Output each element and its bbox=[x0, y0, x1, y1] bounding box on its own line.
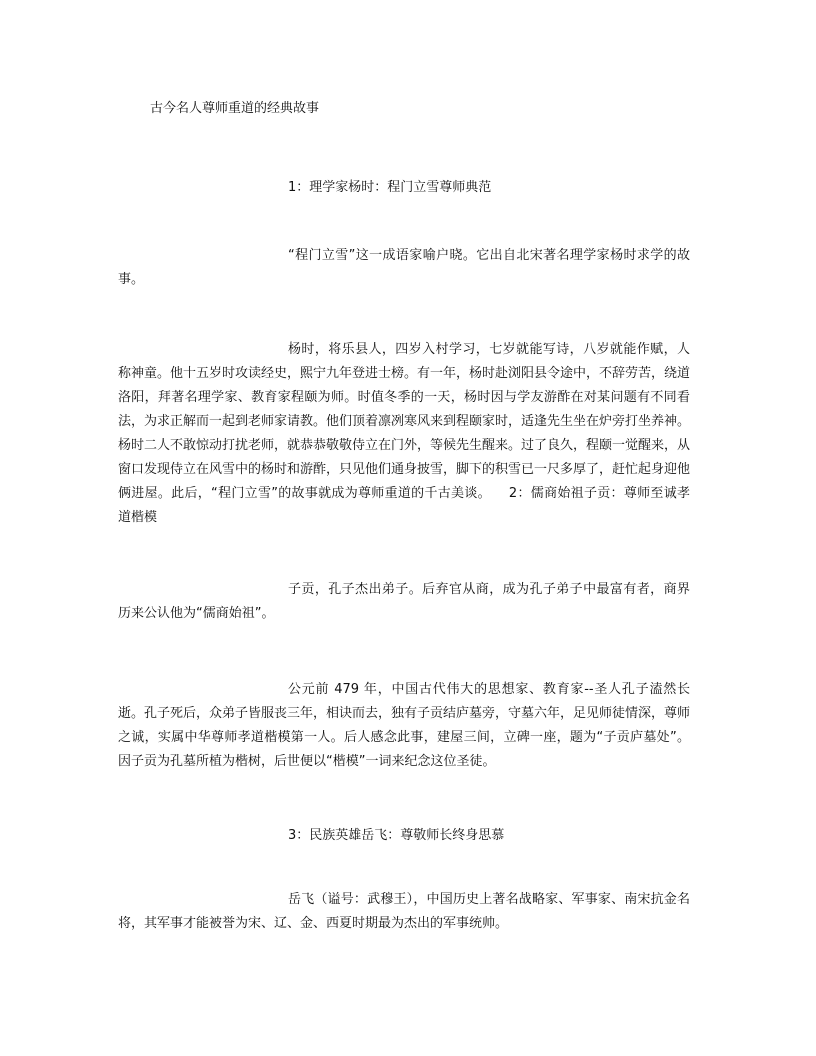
section-3-paragraph-1: 岳飞（谥号：武穆王），中国历史上著名战略家、军事家、南宋抗金名将，其军事才能被誉为宋、辽、金、西夏时期最为杰出的军事统帅。 bbox=[118, 892, 690, 931]
document-title: 古今名人尊师重道的经典故事 bbox=[150, 101, 320, 116]
section-1-paragraph-1: “程门立雪”这一成语家喻户晓。它出自北宋著名理学家杨时求学的故事。 bbox=[118, 248, 690, 287]
section-heading-3: 3：民族英雄岳飞：尊敬师长终身思慕 bbox=[288, 828, 505, 843]
section-2-paragraph-1: 子贡，孔子杰出弟子。后弃官从商，成为孔子弟子中最富有者，商界历来公认他为“儒商始祖”。 bbox=[118, 582, 690, 621]
section-1-paragraph-2 bbox=[118, 338, 690, 530]
section-heading-1: 1：理学家杨时：程门立雪尊师典范 bbox=[288, 180, 492, 195]
section-2-paragraph-2: 公元前 479 年，中国古代伟大的思想家、教育家--圣人孔子溘然长逝。孔子死后，众弟子皆服丧三年，相诀而去，独有子贡结庐墓旁，守墓六年，足见师徒情深，尊师之诚，实属中华尊师孝道楷模第一人。后人感念此事，建屋三间，立碑一座，题为“子贡庐墓处”。因子贡为孔墓所植为楷树，后世便以“楷模”一词来纪念这位圣徒。 bbox=[118, 682, 691, 769]
section-heading-2: 2：儒商始祖子贡：尊师至诚孝道楷模 bbox=[118, 486, 690, 525]
section-1-paragraph-2-text: 杨时，将乐县人，四岁入村学习，七岁就能写诗，八岁就能作赋，人称神童。他十五岁时攻读经史，熙宁九年登进士榜。有一年，杨时赴浏阳县令途中，不辞劳苦，绕道洛阳，拜著名理学家、教育家程颐为师。时值冬季的一天，杨时因与学友游酢在对某问题有不同看法，为求正解而一起到老师家请教。他们顶着凛冽寒风来到程颐家时，适逢先生坐在炉旁打坐养神。杨时二人不敢惊动打扰老师，就恭恭敬敬侍立在门外，等候先生醒来。过了良久，程颐一觉醒来，从窗口发现侍立在风雪中的杨时和游酢，只见他们通身披雪，脚下的积雪已一尺多厚了，赶忙起身迎他俩进屋。此后，“程门立雪”的故事就成为尊师重道的千古美谈。 bbox=[118, 342, 691, 501]
